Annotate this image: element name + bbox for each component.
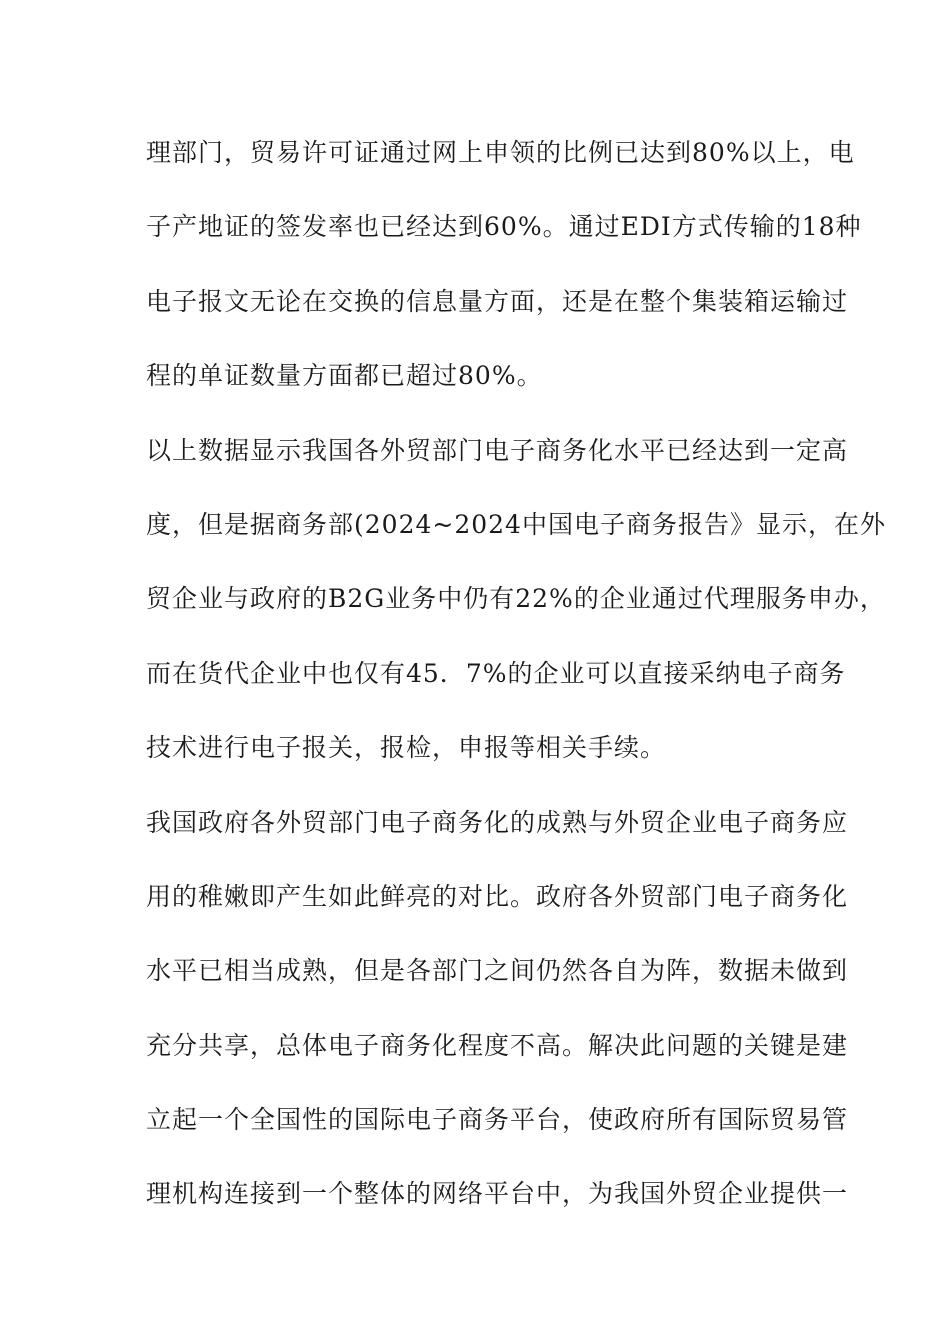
text-line-14: 立起一个全国性的国际电子商务平台，使政府所有国际贸易管: [146, 1105, 849, 1135]
text-line-11: 用的稚嫩即产生如此鲜亮的对比。政府各外贸部门电子商务化: [146, 881, 849, 911]
text-line-4: 程的单证数量方面都已超过80%。: [146, 361, 543, 391]
text-line-8: 而在货代企业中也仅有45．7%的企业可以直接采纳电子商务: [146, 658, 846, 688]
text-line-15: 理机构连接到一个整体的网络平台中，为我国外贸企业提供一: [146, 1179, 849, 1209]
body-text: [146, 124, 886, 1240]
text-line-13: 充分共享，总体电子商务化程度不高。解决此问题的关键是建: [146, 1030, 849, 1060]
text-line-5: 以上数据显示我国各外贸部门电子商务化水平已经达到一定高: [146, 435, 849, 465]
text-line-1: 理部门，贸易许可证通过网上申领的比例已达到80%以上，电: [146, 138, 855, 167]
text-line-6: 度，但是据商务部(2024~2024中国电子商务报告》显示，在外: [146, 509, 886, 539]
text-line-2: 子产地证的签发率也已经达到60%。通过EDI方式传输的18种: [146, 212, 862, 242]
text-line-7: 贸企业与政府的B2G业务中仍有22%的企业通过代理服务申办，: [146, 584, 886, 614]
text-line-3: 电子报文无论在交换的信息量方面，还是在整个集装箱运输过: [146, 286, 849, 316]
text-line-10: 我国政府各外贸部门电子商务化的成熟与外贸企业电子商务应: [146, 807, 849, 837]
text-line-9: 技术进行电子报关，报检，申报等相关手续。: [146, 733, 667, 763]
text-line-12: 水平已相当成熟，但是各部门之间仍然各自为阵，数据未做到: [146, 956, 849, 986]
